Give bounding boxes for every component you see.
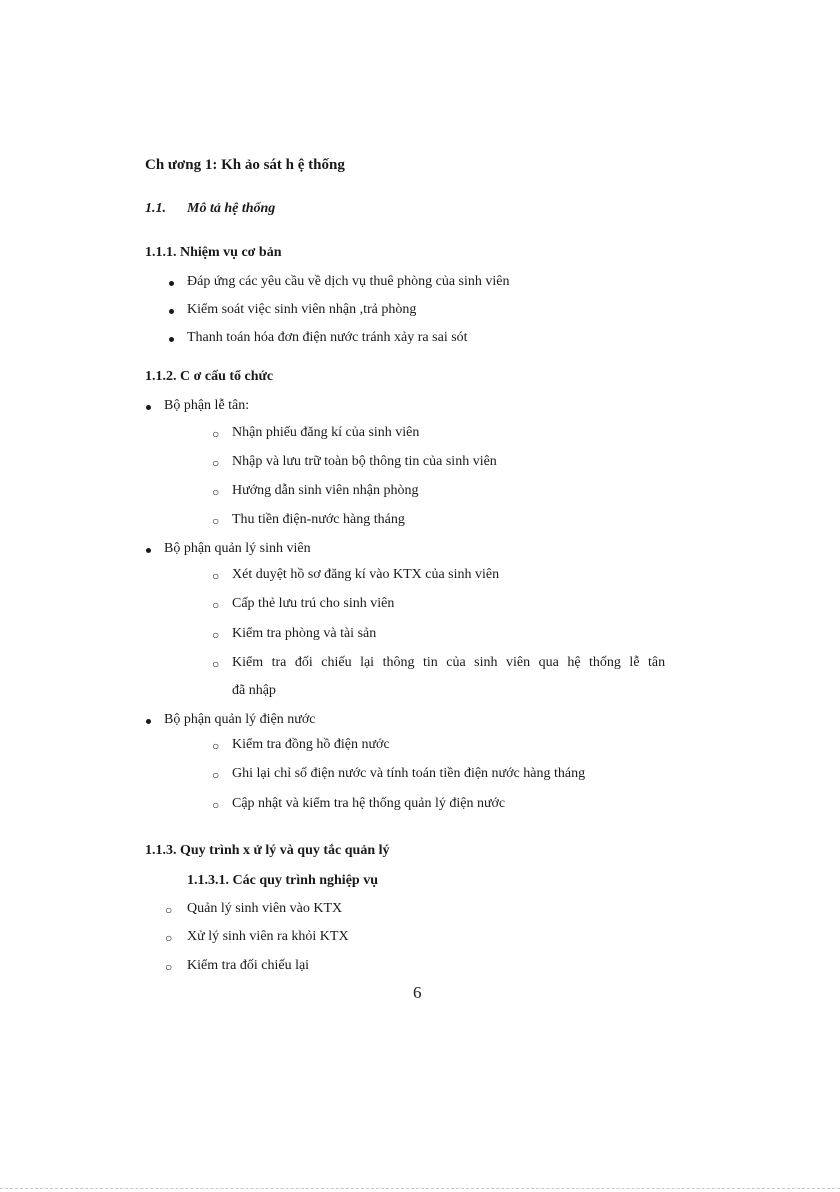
chapter-title: Ch ương 1: Kh ảo sát h ệ thống bbox=[145, 157, 345, 173]
bullet-icon bbox=[169, 309, 174, 314]
circle-bullet-icon: ○ bbox=[212, 485, 220, 499]
bullet-icon bbox=[146, 719, 151, 724]
section-title: Mô tả hệ thống bbox=[187, 201, 276, 216]
circle-bullet-icon: ○ bbox=[212, 569, 220, 583]
list-item: Kiểm tra đồng hồ điện nước bbox=[232, 737, 390, 752]
list-item: Kiểm soát việc sinh viên nhận ,trả phòng bbox=[187, 302, 417, 317]
section-heading-1-1-1: 1.1.1. Nhiệm vụ cơ bản bbox=[145, 245, 282, 260]
list-item: Xét duyệt hồ sơ đăng kí vào KTX của sinh viên bbox=[232, 567, 500, 582]
bullet-icon bbox=[146, 405, 151, 410]
list-item: Xử lý sinh viên ra khỏi KTX bbox=[187, 929, 349, 944]
section-heading-1-1-3-1: 1.1.3.1. Các quy trình nghiệp vụ bbox=[187, 873, 378, 888]
section-heading-1-1 bbox=[145, 201, 275, 217]
list-item: Kiểm tra phòng và tài sản bbox=[232, 626, 377, 641]
page-bottom-edge bbox=[0, 1188, 840, 1189]
list-item: Thu tiền điện-nước hàng tháng bbox=[232, 512, 405, 527]
list-item: Nhập và lưu trữ toàn bộ thông tin của sinh viên bbox=[232, 454, 497, 469]
list-item: Cấp thẻ lưu trú cho sinh viên bbox=[232, 596, 395, 611]
list-item: Thanh toán hóa đơn điện nước tránh xảy ra sai sót bbox=[187, 330, 468, 345]
list-item: Ghi lại chỉ số điện nước và tính toán tiền điện nước hàng tháng bbox=[232, 766, 586, 781]
page-number: 6 bbox=[413, 983, 422, 1002]
circle-bullet-icon: ○ bbox=[165, 903, 173, 917]
bullet-icon bbox=[146, 548, 151, 553]
circle-bullet-icon: ○ bbox=[212, 514, 220, 528]
department-name: Bộ phận quản lý điện nước bbox=[164, 712, 316, 727]
circle-bullet-icon: ○ bbox=[165, 931, 173, 945]
list-item: Quản lý sinh viên vào KTX bbox=[187, 901, 343, 916]
bullet-icon bbox=[169, 337, 174, 342]
section-heading-1-1-2: 1.1.2. C ơ cấu tổ chức bbox=[145, 369, 274, 384]
circle-bullet-icon: ○ bbox=[212, 628, 220, 642]
circle-bullet-icon: ○ bbox=[212, 598, 220, 612]
department-name: Bộ phận quản lý sinh viên bbox=[164, 541, 311, 556]
circle-bullet-icon: ○ bbox=[212, 456, 220, 470]
circle-bullet-icon: ○ bbox=[212, 657, 220, 671]
list-item: Đáp ứng các yêu cầu về dịch vụ thuê phòng của sinh viên bbox=[187, 274, 510, 289]
bullet-icon bbox=[169, 281, 174, 286]
section-number: 1.1. bbox=[145, 201, 166, 216]
list-item: Nhận phiếu đăng kí của sinh viên bbox=[232, 425, 420, 440]
list-item: Kiểm tra đối chiếu lại bbox=[187, 958, 310, 973]
section-heading-1-1-3: 1.1.3. Quy trình x ử lý và quy tắc quản lý bbox=[145, 843, 390, 858]
list-item: Kiểm tra đối chiếu lại thông tin của sinh viên qua hệ thống lễ tân bbox=[232, 655, 666, 670]
list-item: Hướng dẫn sinh viên nhận phòng bbox=[232, 483, 419, 498]
circle-bullet-icon: ○ bbox=[212, 739, 220, 753]
list-item-continuation: đã nhập bbox=[232, 683, 276, 698]
circle-bullet-icon: ○ bbox=[212, 768, 220, 782]
circle-bullet-icon: ○ bbox=[165, 960, 173, 974]
circle-bullet-icon: ○ bbox=[212, 798, 220, 812]
circle-bullet-icon: ○ bbox=[212, 427, 220, 441]
list-item: Cập nhật và kiểm tra hệ thống quản lý điện nước bbox=[232, 796, 506, 811]
department-name: Bộ phận lễ tân: bbox=[164, 398, 250, 413]
